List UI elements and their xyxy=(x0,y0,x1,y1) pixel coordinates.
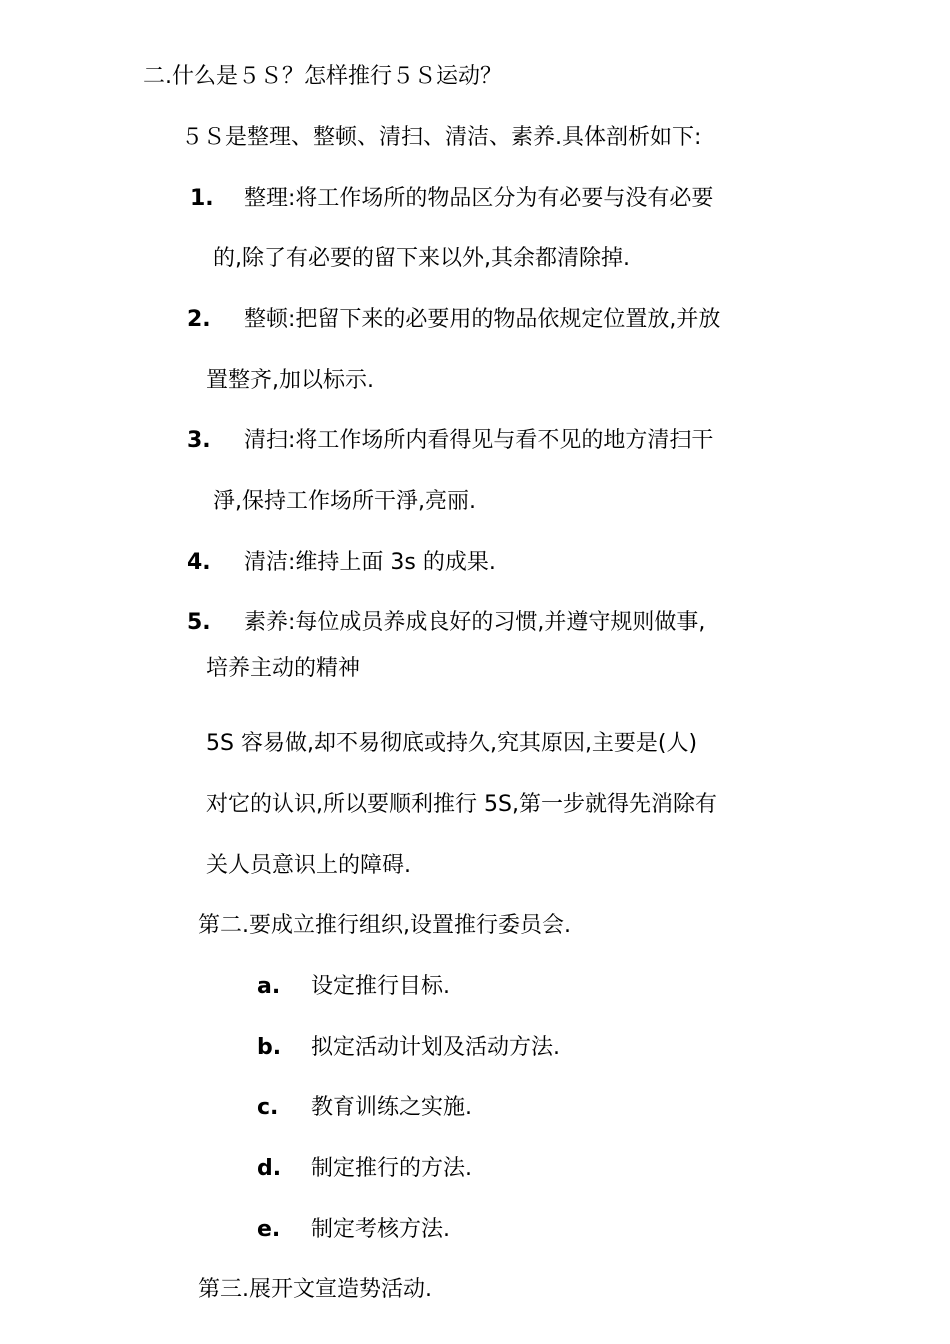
paragraph-line-1: 5S 容易做,却不易彻底或持久,究其原因,主要是(人) xyxy=(206,731,698,756)
section-2-heading: 第二.要成立推行组织,设置推行委员会. xyxy=(198,913,571,938)
subitem-text-b: 拟定活动计划及活动方法. xyxy=(311,1035,560,1060)
item-number-5: 5. xyxy=(187,610,211,635)
item-number-2: 2. xyxy=(187,307,211,332)
subitem-letter-b: b. xyxy=(257,1035,282,1060)
item-number-4: 4. xyxy=(187,550,211,575)
item-number-1: 1. xyxy=(190,186,214,211)
item-number-3: 3. xyxy=(187,428,211,453)
item-2-line-1: 整顿:把留下来的必要用的物品依规定位置放,并放 xyxy=(244,307,721,332)
subitem-letter-d: d. xyxy=(257,1156,282,1181)
subitem-letter-a: a. xyxy=(257,974,281,999)
subitem-text-d: 制定推行的方法. xyxy=(311,1156,472,1181)
subitem-text-e: 制定考核方法. xyxy=(311,1217,450,1242)
subitem-letter-e: e. xyxy=(257,1217,281,1242)
item-3-line-1: 清扫:将工作场所内看得见与看不见的地方清扫干 xyxy=(244,428,714,453)
paragraph-line-3: 关人员意识上的障碍. xyxy=(206,853,411,878)
item-1-line-2: 的,除了有必要的留下来以外,其余都清除掉. xyxy=(213,246,630,271)
subitem-text-a: 设定推行目标. xyxy=(311,974,450,999)
item-2-line-2: 置整齐,加以标示. xyxy=(206,368,374,393)
paragraph-line-2: 对它的认识,所以要顺利推行 5S,第一步就得先消除有 xyxy=(206,792,717,817)
item-5-line-2: 培养主动的精神 xyxy=(206,656,361,681)
item-3-line-2: 淨,保持工作场所干淨,亮丽. xyxy=(213,489,476,514)
item-4-line-1: 清洁:维持上面 3s 的成果. xyxy=(244,550,496,575)
section-title: 二.什么是５Ｓ？怎样推行５Ｓ运动？ xyxy=(143,64,502,89)
item-5-line-1: 素养:每位成员养成良好的习惯,并遵守规则做事, xyxy=(244,610,706,635)
section-3-heading: 第三.展开文宣造势活动. xyxy=(198,1277,432,1302)
subitem-text-c: 教育训练之实施. xyxy=(311,1095,472,1120)
intro-text: ５Ｓ是整理、整顿、清扫、清洁、素养.具体剖析如下: xyxy=(181,125,702,150)
item-1-line-1: 整理:将工作场所的物品区分为有必要与没有必要 xyxy=(244,186,714,211)
subitem-letter-c: c. xyxy=(257,1095,279,1120)
